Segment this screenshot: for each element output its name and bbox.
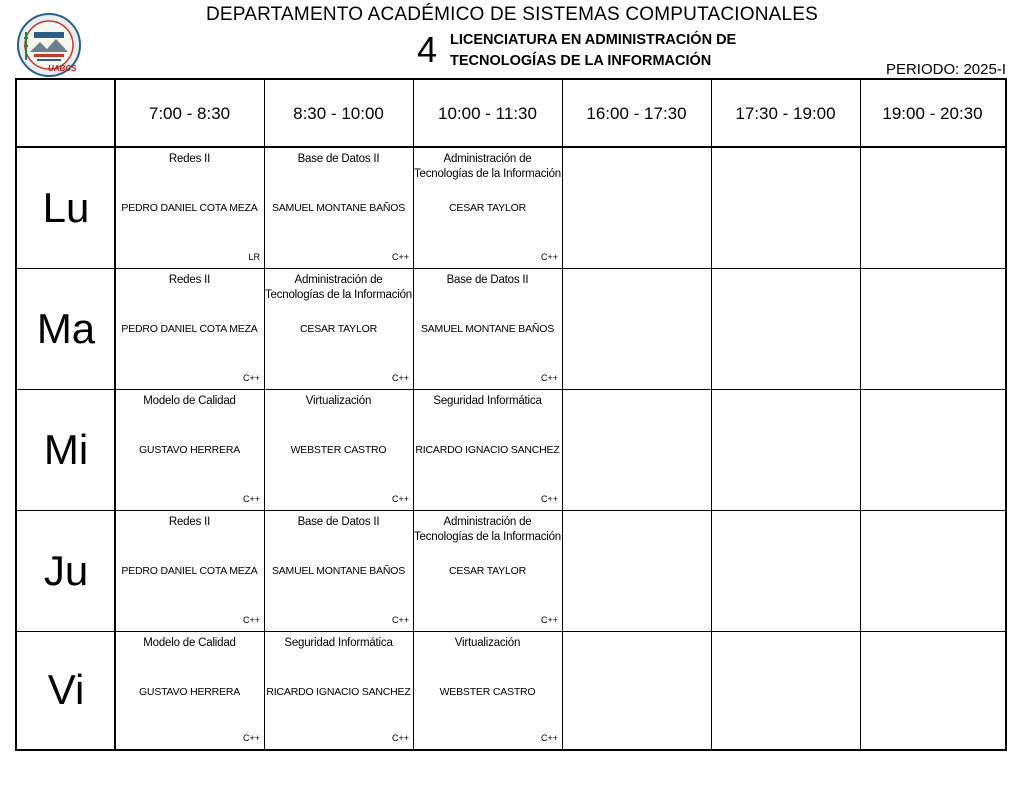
empty-cell (711, 510, 860, 631)
class-cell (264, 389, 413, 510)
empty-cell (562, 389, 711, 510)
room-label: C++ (242, 494, 260, 504)
subject-name: Modelo de Calidad (143, 637, 236, 649)
empty-cell (711, 268, 860, 389)
time-slot-header: 10:00 - 11:30 (438, 103, 537, 123)
empty-cell (860, 268, 1005, 389)
room-label: C++ (540, 373, 558, 383)
empty-cell (711, 389, 860, 510)
empty-cell (860, 147, 1005, 268)
room-label: C++ (540, 494, 558, 504)
empty-cell (711, 631, 860, 749)
teacher-name: CESAR TAYLOR (449, 565, 526, 577)
day-label: Vi (47, 666, 85, 713)
subject-name: Base de Datos II (297, 153, 380, 165)
schedule-table (15, 78, 1007, 751)
class-cell (115, 147, 264, 268)
subject-name: Administración de Tecnologías de la Información (414, 153, 561, 180)
empty-cell (562, 268, 711, 389)
teacher-name: CESAR TAYLOR (449, 202, 526, 214)
room-label: C++ (391, 615, 409, 625)
subject-name: Redes II (168, 516, 211, 528)
subject-name: Administración de Tecnologías de la Información (414, 516, 561, 543)
class-cell (413, 147, 562, 268)
career-name (450, 30, 736, 72)
subject-name: Seguridad Informática (284, 637, 393, 649)
day-label: Mi (43, 425, 89, 473)
room-label: C++ (391, 373, 409, 383)
day-label: Lu (42, 183, 90, 231)
class-cell (115, 631, 264, 749)
class-cell (413, 389, 562, 510)
teacher-name: PEDRO DANIEL COTA MEZA (121, 565, 258, 577)
teacher-name: WEBSTER CASTRO (439, 686, 536, 698)
empty-cell (562, 510, 711, 631)
class-cell (413, 631, 562, 749)
class-cell (264, 510, 413, 631)
teacher-name: RICARDO IGNACIO SANCHEZ (266, 686, 411, 698)
room-label: C++ (242, 733, 260, 743)
career-line-1: LICENCIATURA EN ADMINISTRACIÓN DE (450, 32, 737, 48)
period-label: PERIODO: 2025-I (885, 61, 1006, 78)
career-line-2: TECNOLOGÍAS DE LA INFORMACIÓN (450, 53, 712, 69)
room-label: C++ (540, 733, 558, 743)
empty-cell (860, 631, 1005, 749)
class-cell (264, 631, 413, 749)
subject-name: Base de Datos II (297, 516, 380, 528)
subject-name: Redes II (168, 153, 211, 165)
room-label: C++ (391, 252, 409, 262)
subject-name: Seguridad Informática (433, 395, 542, 407)
logo-caption: UABCS (48, 64, 77, 73)
department-title: DEPARTAMENTO ACADÉMICO DE SISTEMAS COMPUTACIONALES (205, 4, 819, 25)
empty-cell (562, 631, 711, 749)
class-cell (115, 268, 264, 389)
semester-number: 4 (417, 29, 438, 70)
teacher-name: WEBSTER CASTRO (290, 444, 387, 456)
class-cell (264, 268, 413, 389)
room-label: C++ (540, 615, 558, 625)
empty-cell (562, 147, 711, 268)
class-cell (413, 268, 562, 389)
room-label: C++ (242, 373, 260, 383)
time-slot-header: 7:00 - 8:30 (148, 103, 231, 123)
teacher-name: SAMUEL MONTANE BAÑOS (271, 202, 406, 214)
room-label: LR (248, 252, 260, 262)
teacher-name: RICARDO IGNACIO SANCHEZ (415, 444, 560, 456)
subject-name: Virtualización (305, 395, 372, 407)
time-slot-header: 19:00 - 20:30 (882, 103, 983, 123)
class-cell (264, 147, 413, 268)
teacher-name: PEDRO DANIEL COTA MEZA (121, 202, 258, 214)
class-cell (115, 389, 264, 510)
teacher-name: SAMUEL MONTANE BAÑOS (420, 323, 555, 335)
teacher-name: GUSTAVO HERRERA (138, 444, 241, 456)
room-label: C++ (391, 733, 409, 743)
empty-cell (860, 389, 1005, 510)
teacher-name: GUSTAVO HERRERA (138, 686, 241, 698)
empty-cell (711, 147, 860, 268)
subject-name: Modelo de Calidad (143, 395, 236, 407)
subject-name: Virtualización (454, 637, 521, 649)
time-slot-header: 8:30 - 10:00 (293, 103, 384, 123)
teacher-name: SAMUEL MONTANE BAÑOS (271, 565, 406, 577)
empty-cell (860, 510, 1005, 631)
teacher-name: CESAR TAYLOR (300, 323, 377, 335)
class-cell (115, 510, 264, 631)
subject-name: Administración de Tecnologías de la Información (265, 274, 412, 301)
day-label: Ma (36, 304, 96, 352)
subject-name: Redes II (168, 274, 211, 286)
class-cell (413, 510, 562, 631)
time-slot-header: 17:30 - 19:00 (735, 103, 836, 123)
subject-name: Base de Datos II (446, 274, 529, 286)
room-label: C++ (242, 615, 260, 625)
room-label: C++ (391, 494, 409, 504)
teacher-name: PEDRO DANIEL COTA MEZA (121, 323, 258, 335)
time-slot-header: 16:00 - 17:30 (586, 103, 687, 123)
day-label: Ju (43, 546, 89, 594)
room-label: C++ (540, 252, 558, 262)
